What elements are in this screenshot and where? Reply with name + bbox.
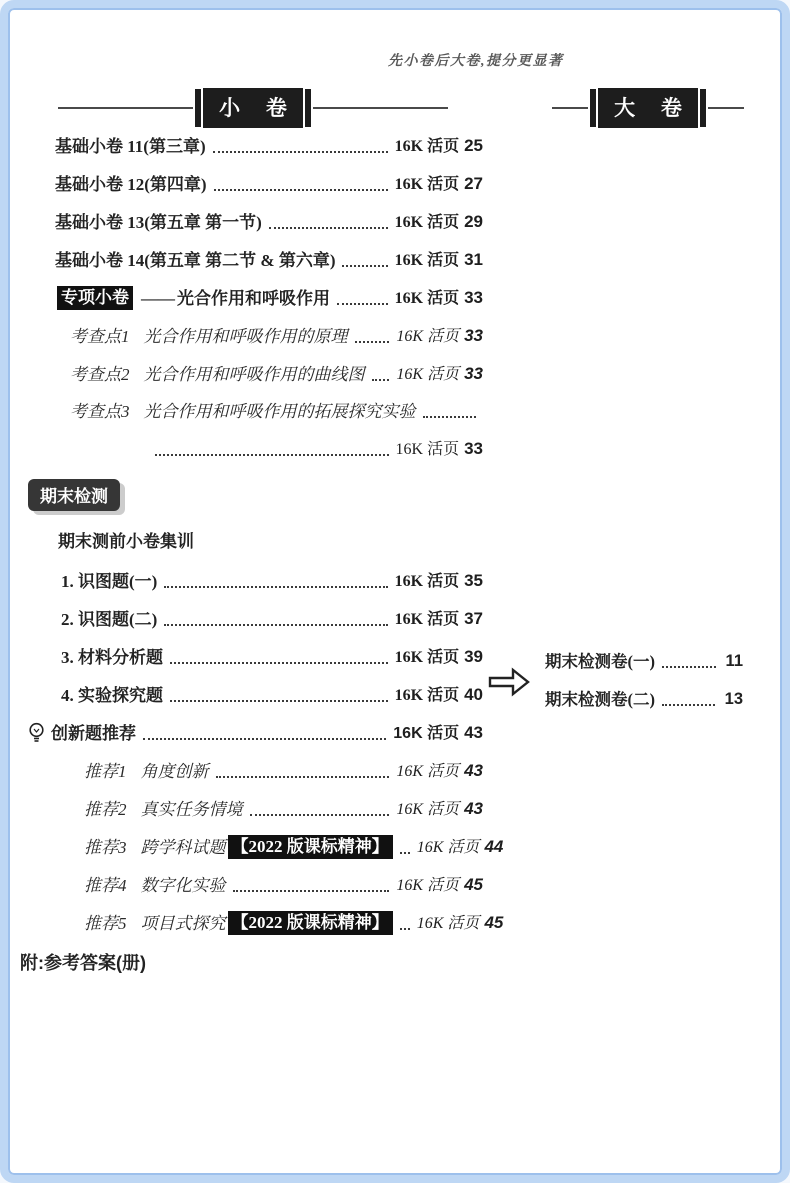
banner-double-bar (195, 89, 201, 127)
page-number: 11 (725, 652, 743, 670)
toc-row (61, 645, 483, 669)
page-number: 43 (464, 723, 483, 742)
page-ref: 16K 活页 45 (396, 875, 483, 894)
page-ref: 16K 活页 33 (396, 326, 483, 345)
toc-entry-label: 基础小卷 12(第四章) (55, 175, 207, 194)
page-ref: 16K 活页 37 (394, 609, 483, 628)
recommendation-number: 推荐3 (84, 838, 127, 857)
page-ref: 16K 活页 43 (396, 799, 483, 818)
toc-entry-label: 光合作用和呼吸作用的原理 (143, 327, 348, 346)
toc-small-volume-column (20, 134, 504, 975)
toc-row (61, 569, 483, 593)
toc-row (61, 607, 483, 631)
page-number: 43 (464, 799, 483, 818)
page-ref: 16K 活页 43 (393, 723, 483, 742)
toc-row (545, 688, 743, 711)
page-number: 35 (464, 571, 483, 590)
toc-row (84, 797, 483, 821)
toc-row (84, 835, 504, 859)
page-number: 33 (464, 288, 483, 307)
banner-small-label: 小 卷 (203, 88, 303, 128)
page-number: 45 (484, 913, 504, 932)
special-volume-badge: 专项小卷 (57, 286, 133, 310)
page-ref: 16K 活页 33 (395, 439, 483, 458)
dot-leader (214, 189, 388, 191)
toc-row-special (55, 286, 483, 310)
curriculum-standard-badge: 【2022 版课标精神】 (228, 835, 393, 859)
toc-entry-label: 基础小卷 11(第三章) (55, 137, 206, 156)
page-number: 25 (464, 136, 483, 155)
dot-leader (372, 379, 390, 381)
page-number: 33 (464, 326, 483, 345)
curriculum-standard-badge: 【2022 版课标精神】 (228, 911, 393, 935)
toc-row-innovation (28, 721, 483, 745)
toc-entry-label: 期末检测卷(一) (545, 652, 655, 671)
page-ref: 16K 活页 44 (416, 837, 504, 856)
toc-entry-label: 基础小卷 13(第五章 第一节) (55, 213, 262, 232)
toc-entry-label: 跨学科试题 (140, 838, 226, 857)
dot-leader (216, 776, 390, 778)
banner-double-bar (305, 89, 311, 127)
page-tagline: 先小卷后大卷,提分更显著 (388, 54, 564, 69)
page-number: 31 (464, 250, 483, 269)
page-ref: 16K 活页 45 (416, 913, 504, 932)
toc-row (61, 683, 483, 707)
page-number: 37 (464, 609, 483, 628)
dot-leader (355, 341, 390, 343)
toc-row (55, 172, 483, 196)
page-ref: 16K 活页 31 (394, 250, 483, 269)
page-number: 39 (464, 647, 483, 666)
point-number: 考查点3 (70, 402, 130, 421)
dot-leader (155, 454, 389, 456)
page-number: 40 (464, 685, 483, 704)
page-number: 43 (464, 761, 483, 780)
page-number: 13 (724, 690, 743, 708)
toc-row-continuation (148, 437, 483, 461)
toc-entry-label: 角度创新 (140, 762, 209, 781)
toc-row (84, 911, 504, 935)
page-ref: 16K 活页 25 (394, 136, 483, 155)
page-number: 27 (464, 174, 483, 193)
page-number: 44 (484, 837, 504, 856)
dot-leader (400, 852, 410, 854)
banner-double-bar (700, 89, 706, 127)
dot-leader (170, 700, 388, 702)
dot-leader (143, 738, 386, 740)
page-ref: 16K 活页 29 (394, 212, 483, 231)
toc-entry-label: 数字化实验 (140, 876, 226, 895)
recommendation-number: 推荐5 (84, 914, 127, 933)
arrow-right-icon (487, 666, 531, 698)
final-test-section (28, 475, 483, 527)
banner-rule (313, 107, 448, 109)
toc-row (84, 759, 483, 783)
dot-leader (269, 227, 388, 229)
page-number: 45 (464, 875, 483, 894)
toc-entry-label: 真实任务情境 (140, 800, 243, 819)
dot-leader (213, 151, 388, 153)
toc-entry-label: 光合作用和呼吸作用的曲线图 (143, 365, 365, 384)
toc-entry-label: 3. 材料分析题 (61, 648, 163, 667)
page-number: 33 (464, 364, 483, 383)
dot-leader (250, 814, 390, 816)
toc-row (55, 134, 483, 158)
toc-entry-label: 光合作用和呼吸作用的拓展探究实验 (143, 402, 416, 421)
toc-row (70, 400, 483, 423)
dot-leader (164, 624, 387, 626)
recommendation-number: 推荐2 (84, 800, 127, 819)
banner-small-volume (58, 88, 448, 128)
toc-row (545, 650, 743, 673)
page-ref: 16K 活页 35 (394, 571, 483, 590)
banner-double-bar (590, 89, 596, 127)
page-ref: 16K 活页 27 (394, 174, 483, 193)
dash: —— (141, 289, 175, 308)
page-ref: 16K 活页 43 (396, 761, 483, 780)
dot-leader (337, 303, 388, 305)
recommendation-number: 推荐1 (84, 762, 127, 781)
dot-leader (170, 662, 388, 664)
toc-entry-label: 光合作用和呼吸作用 (177, 289, 330, 308)
banner-rule (708, 107, 744, 109)
toc-entry-label: 期末检测卷(二) (545, 690, 655, 709)
page-number: 29 (464, 212, 483, 231)
toc-entry-label: 项目式探究 (140, 914, 226, 933)
section-badge-final-test: 期末检测 (28, 479, 120, 511)
dot-leader (423, 416, 477, 418)
page-number: 33 (464, 439, 483, 458)
banner-large-volume (552, 88, 744, 128)
dot-leader (662, 704, 715, 706)
toc-row (70, 362, 483, 386)
toc-row (55, 210, 483, 234)
page-ref: 16K 活页 33 (394, 288, 483, 307)
page-ref: 16K 活页 39 (394, 647, 483, 666)
banner-large-label: 大 卷 (598, 88, 698, 128)
point-number: 考查点2 (70, 365, 130, 384)
recommendation-number: 推荐4 (84, 876, 127, 895)
toc-entry-label: 1. 识图题(一) (61, 572, 158, 591)
dot-leader (233, 890, 390, 892)
dot-leader (662, 666, 716, 668)
toc-entry-label: 4. 实验探究题 (61, 686, 163, 705)
toc-row (55, 248, 483, 272)
banner-rule (58, 107, 193, 109)
toc-row (84, 873, 483, 897)
toc-entry-label: 创新题推荐 (51, 724, 136, 743)
toc-entry-label: 2. 识图题(二) (61, 610, 158, 629)
appendix-note: 附:参考答案(册) (20, 953, 146, 973)
toc-large-volume-column (545, 650, 743, 726)
dot-leader (400, 928, 410, 930)
dot-leader (342, 265, 387, 267)
lightbulb-icon (28, 722, 45, 744)
page-ref: 16K 活页 40 (394, 685, 483, 704)
dot-leader (164, 586, 387, 588)
subheading-pretest-drills: 期末测前小卷集训 (58, 532, 194, 551)
page-ref: 16K 活页 33 (396, 364, 483, 383)
point-number: 考查点1 (70, 327, 130, 346)
banner-rule (552, 107, 588, 109)
toc-row (70, 324, 483, 348)
toc-entry-label: 基础小卷 14(第五章 第二节 & 第六章) (55, 251, 336, 270)
